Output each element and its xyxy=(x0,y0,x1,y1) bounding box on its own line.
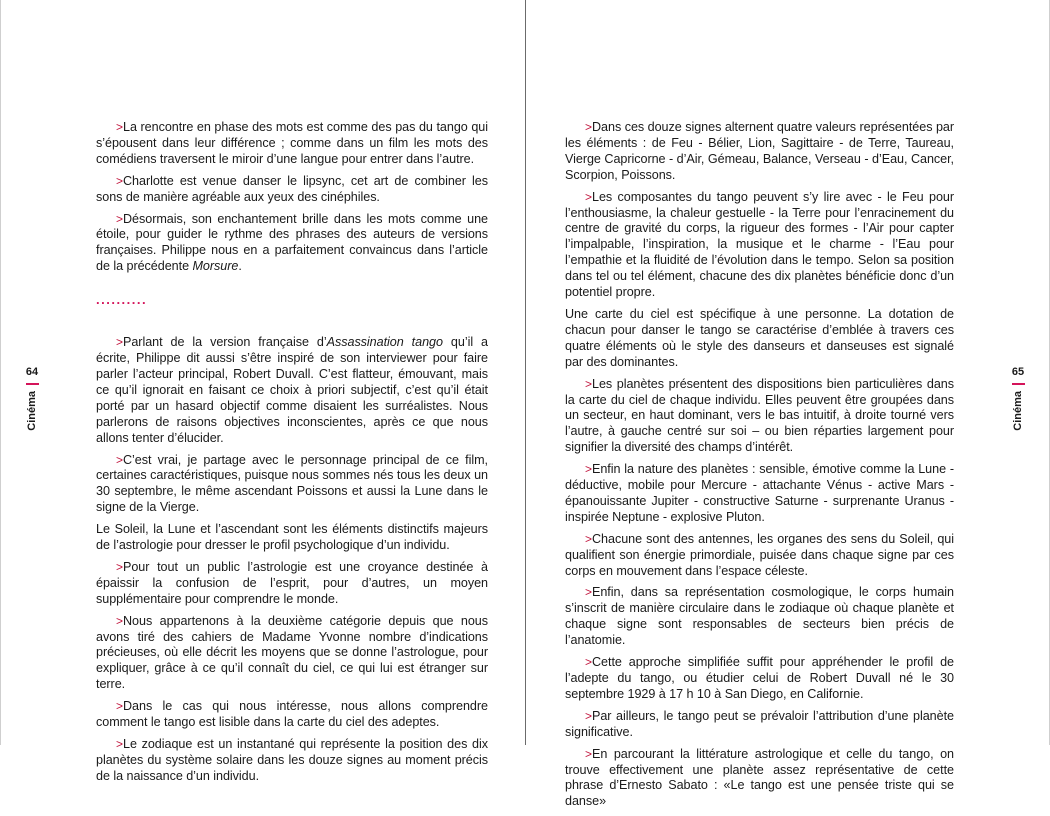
paragraph-marker: > xyxy=(116,120,123,134)
paragraph-marker: > xyxy=(585,462,592,477)
paragraph-marker: > xyxy=(116,699,123,714)
paragraph: Le Soleil, la Lune et l’ascendant sont les éléments distinctifs majeurs de l’astrologie pour dresser le profil psychologique d’un individu. xyxy=(96,522,488,553)
page-gutter xyxy=(525,0,526,745)
paragraph-marker: > xyxy=(116,452,123,467)
paragraph: >Cette approche simplifiée suffit pour appréhender le profil de l’adepte du tango, ou étudier celui de Robert Duvall né le 30 septembre 1929 à 17 h 10 à San Diego, en Californie. xyxy=(565,655,954,701)
section-label: Cinéma xyxy=(1011,390,1024,431)
paragraph: >C’est vrai, je partage avec le personnage principal de ce film, certaines caractéristiques, puisque nous sommes nés tous les deux un 30 septembre, le même ascendant Poissons et aussi la Lune dans le signe de la Vierge. xyxy=(96,452,488,515)
paragraph: >Enfin, dans sa représentation cosmologique, le corps humain s’inscrit de manière circulaire dans le zodiaque où chaque planète et chaque signe sont responsables de secteurs bien précis de l’anatomie. xyxy=(565,585,954,648)
paragraph: >Nous appartenons à la deuxième catégorie depuis que nous avons tiré des cahiers de Madame Yvonne nombre d’indications précieuses, où elle décrit les moyens que se donne l’astrologue, pour expliquer, grâce à ce qu’il connaît du ciel, ce qui lui est étranger sur terre. xyxy=(96,613,488,692)
paragraph-marker: > xyxy=(585,655,592,670)
section-label: Cinéma xyxy=(25,390,38,431)
page-edge-left xyxy=(0,0,1,745)
paragraph-marker: > xyxy=(585,708,592,723)
folio-accent-bar xyxy=(26,383,39,385)
folio-accent-bar xyxy=(1012,383,1025,385)
paragraph: >Dans ces douze signes alternent quatre valeurs représentées par les éléments : de Feu - Bélier, Lion, Sagittaire - de Terre, Taureau, Vierge Capricorne - d’Air, Gémeau, Balance, Verseau - d’Eau, Cancer, Scorpion, Poissons. xyxy=(565,120,954,182)
left-folio xyxy=(20,366,44,430)
right-folio xyxy=(1006,366,1030,430)
paragraph: >Les planètes présentent des dispositions bien particulières dans la carte du ciel de chaque individu. Elles peuvent être groupées dans un secteur, en haut dominant, vers le bas intuitif, à droite tourné vers l’autre, à gauche centré sur soi – ou bien réparties largement pour signifier la diversité des champs d’intérêt. xyxy=(565,376,954,455)
paragraph: >Les composantes du tango peuvent s’y lire avec - le Feu pour l’enthousiasme, la chaleur gestuelle - la Terre pour l’enracinement du centre de gravité du corps, la rigueur des formes - l’Air pour capter l’impalpable, l’inspiration, la musique et le charme - l’Eau pour l’empathie et la fluidité de l’évolution dans le tempo. Selon sa position dans tel ou tel élément, chacune des dix planètes bénéficie donc d’un potentiel propre. xyxy=(565,189,954,300)
right-page-text-column xyxy=(565,120,954,816)
italic-title: Assassination tango xyxy=(326,335,443,350)
paragraph: >Charlotte est venue danser le lipsync, cet art de combiner les sons de manière agréable aux yeux des cinéphiles. xyxy=(96,173,488,204)
paragraph-marker: > xyxy=(116,613,123,628)
paragraph-marker: > xyxy=(585,120,592,134)
paragraph-marker: > xyxy=(116,335,123,350)
paragraph-marker: > xyxy=(585,189,592,204)
paragraph-marker: > xyxy=(116,173,123,188)
paragraph: >Dans le cas qui nous intéresse, nous allons comprendre comment le tango est lisible dans la carte du ciel des adeptes. xyxy=(96,699,488,730)
paragraph-marker: > xyxy=(116,211,123,226)
paragraph: >Chacune sont des antennes, les organes des sens du Soleil, qui qualifient son énergie primordiale, puisée dans chaque signe par ces corps en mouvement dans l’espace céleste. xyxy=(565,531,954,578)
paragraph: >En parcourant la littérature astrologique et celle du tango, on trouve effectivement une planète assez représentative de cette phrase d’Ernesto Sabato : «Le tango est une pensée triste qui se danse» xyxy=(565,746,954,809)
paragraph-marker: > xyxy=(585,585,592,600)
paragraph-marker: > xyxy=(585,376,592,391)
paragraph: >Parlant de la version française d’Assassination tango qu’il a écrite, Philippe dit aussi s’être inspiré de son interviewer pour faire parler l’acteur principal, Robert Duvall. C’est flatteur, émouvant, mais ce qu’il ignorait en faisant ce choix à priori subjectif, c’est qu’il était porté par un hasard objectif comme disaient les surréalistes. Nous parlerons de raisons objectives inconscientes, après ce que nous allons tenter d’élucider. xyxy=(96,335,488,445)
section-separator: .......... xyxy=(96,292,148,308)
paragraph-marker: > xyxy=(585,746,592,761)
italic-title: Morsure xyxy=(192,259,239,274)
paragraph-marker: > xyxy=(116,737,123,751)
paragraph: >Par ailleurs, le tango peut se prévaloir l’attribution d’une planète significative. xyxy=(565,708,954,739)
page-number: 65 xyxy=(1011,366,1025,378)
left-page-text-column xyxy=(96,120,488,791)
paragraph: >La rencontre en phase des mots est comme des pas du tango qui s’épousent dans leur différence ; comme dans un film les mots des comédiens traversent le miroir d’une langue pour entrer dans l’autre. xyxy=(96,120,488,166)
paragraph: >Désormais, son enchantement brille dans les mots comme une étoile, pour guider le rythme des phrases des auteurs de versions françaises. Philippe nous en a parfaitement convaincus dans l’article de la précédente Morsure. xyxy=(96,211,488,274)
paragraph: Une carte du ciel est spécifique à une personne. La dotation de chacun pour danser le tango se caractérise d’emblée à travers ces quatre éléments où le style des danseurs et danseuses est signalé par des dominantes. xyxy=(565,306,954,369)
paragraph: >Le zodiaque est un instantané qui représente la position des dix planètes du système solaire dans les douze signes au moment précis de la naissance d’un individu. xyxy=(96,737,488,783)
paragraph-marker: > xyxy=(116,559,123,574)
page-number: 64 xyxy=(25,366,39,378)
paragraph: >Pour tout un public l’astrologie est une croyance destinée à épaissir la confusion de l’esprit, pour d’autres, un moyen supplémentaire pour comprendre le monde. xyxy=(96,559,488,606)
paragraph-marker: > xyxy=(585,531,592,546)
paragraph: >Enfin la nature des planètes : sensible, émotive comme la Lune - déductive, mobile pour Mercure - attachante Vénus - active Mars - épanouissante Jupiter - constructive Saturne - surprenante Uranus - inspirée Neptune - explosive Pluton. xyxy=(565,462,954,524)
